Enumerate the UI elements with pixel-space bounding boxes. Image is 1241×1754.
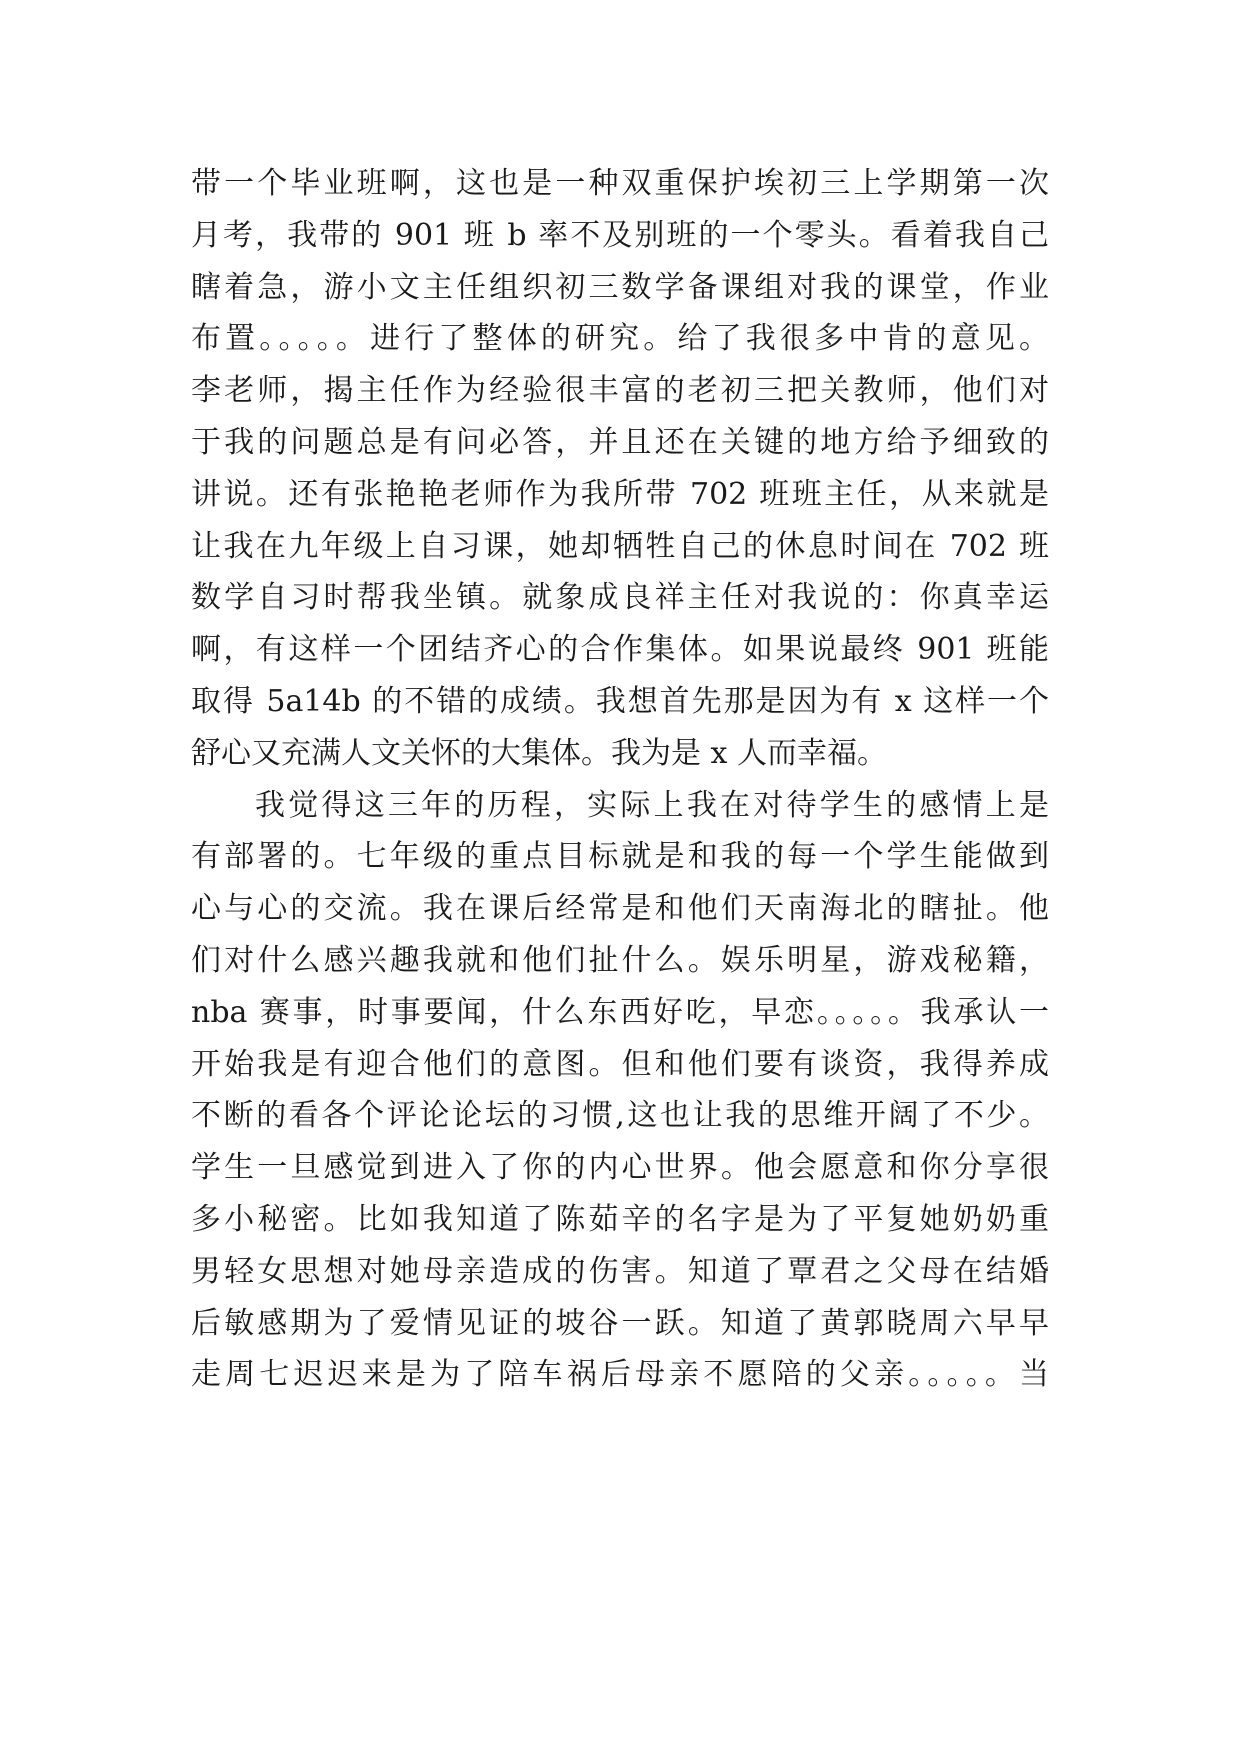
paragraph-2-line-11: 后敏感期为了爱情见证的坡谷一跃。知道了黄郭晓周六早早 <box>191 1305 1049 1341</box>
paragraph-2-line-10: 男轻女思想对她母亲造成的伤害。知道了覃君之父母在结婚 <box>191 1253 1049 1289</box>
paragraph-1-line-3: 瞎着急，游小文主任组织初三数学备课组对我的课堂，作业 <box>191 269 1049 305</box>
paragraph-1-line-1: 带一个毕业班啊，这也是一种双重保护埃初三上学期第一次 <box>191 166 1049 201</box>
paragraph-2-line-4: 们对什么感兴趣我就和他们扯什么。娱乐明星，游戏秘籍， <box>191 942 1049 978</box>
paragraph-1-line-4: 布置。。。。。进行了整体的研究。给了我很多中肯的意见。 <box>191 321 1049 357</box>
paragraph-2-line-2: 有部署的。七年级的重点目标就是和我的每一个学生能做到 <box>191 839 1049 875</box>
paragraph-1-line-2: 月考，我带的 901 班 b 率不及别班的一个零头。看着我自己 <box>191 217 1049 253</box>
paragraph-2-line-6: 开始我是有迎合他们的意图。但和他们要有谈资，我得养成 <box>191 1046 1049 1082</box>
paragraph-2-line-3: 心与心的交流。我在课后经常是和他们天南海北的瞎扯。他 <box>191 891 1049 927</box>
paragraph-2-line-8: 学生一旦感觉到进入了你的内心世界。他会愿意和你分享很 <box>191 1150 1049 1186</box>
paragraph-2-line-7: 不断的看各个评论论坛的习惯,这也让我的思维开阔了不少。 <box>191 1098 1049 1134</box>
paragraph-1-line-9: 数学自习时帮我坐镇。就象成良祥主任对我说的：你真幸运 <box>191 580 1049 616</box>
body-text <box>191 158 1049 1401</box>
paragraph-1-line-7: 讲说。还有张艳艳老师作为我所带 702 班班主任，从来就是 <box>191 476 1049 512</box>
paragraph-1-line-11: 取得 5a14b 的不错的成绩。我想首先那是因为有 x 这样一个 <box>191 683 1049 719</box>
paragraph-1-line-6: 于我的问题总是有问必答，并且还在关键的地方给予细致的 <box>191 424 1049 460</box>
paragraph-2-line-1: 我觉得这三年的历程，实际上我在对待学生的感情上是 <box>255 787 1049 823</box>
paragraph-1-line-8: 让我在九年级上自习课，她却牺牲自己的休息时间在 702 班 <box>191 528 1049 564</box>
paragraph-1-line-5: 李老师，揭主任作为经验很丰富的老初三把关教师，他们对 <box>191 373 1049 409</box>
paragraph-1-line-12: 舒心又充满人文关怀的大集体。我为是 x 人而幸福。 <box>191 735 887 771</box>
paragraph-1-line-10: 啊，有这样一个团结齐心的合作集体。如果说最终 901 班能 <box>191 632 1049 668</box>
paragraph-2-line-5: nba 赛事，时事要闻，什么东西好吃，早恋。。。。。我承认一 <box>191 994 1049 1030</box>
paragraph-2-line-12: 走周七迟迟来是为了陪车祸后母亲不愿陪的父亲。。。。。当 <box>191 1357 1049 1393</box>
paragraph-2-line-9: 多小秘密。比如我知道了陈茹辛的名字是为了平复她奶奶重 <box>191 1201 1049 1237</box>
